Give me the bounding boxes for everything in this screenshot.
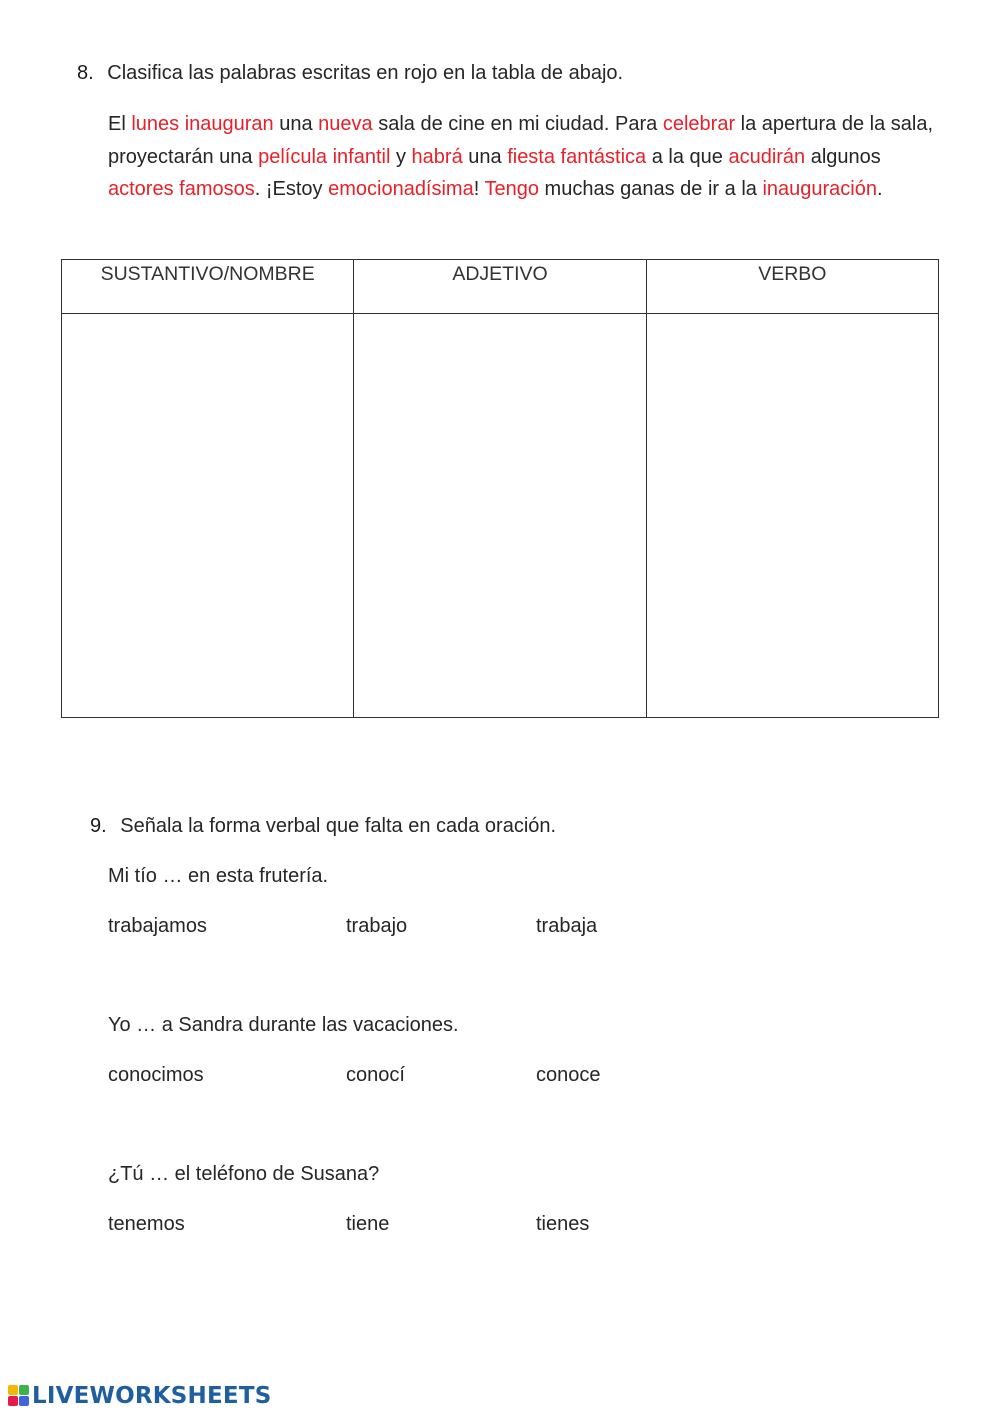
question-number: 8.: [77, 62, 94, 84]
question-instruction: Señala la forma verbal que falta en cada oración.: [120, 815, 557, 837]
sentence-3: ¿Tú … el teléfono de Susana?: [108, 1163, 380, 1185]
paragraph-text: sala de cine en mi ciudad. Para: [372, 113, 663, 135]
option-1c[interactable]: trabaja: [536, 915, 598, 937]
answer-cell-sustantivo[interactable]: [62, 314, 354, 718]
paragraph-text: algunos: [805, 145, 881, 168]
paragraph-text: El: [108, 113, 132, 135]
red-word: nueva: [318, 113, 373, 135]
option-1b[interactable]: trabajo: [346, 915, 408, 937]
red-word: película infantil: [258, 145, 391, 168]
paragraph-text: una: [273, 113, 319, 135]
red-word: acudirán: [728, 145, 806, 168]
column-header-sustantivo: SUSTANTIVO/NOMBRE: [62, 260, 354, 314]
paragraph-text: una: [462, 145, 508, 168]
paragraph-text: muchas ganas de ir a la: [538, 178, 763, 200]
red-word: celebrar: [662, 113, 736, 135]
liveworksheets-logo: [8, 1381, 271, 1411]
red-word: fiesta fantástica: [507, 145, 647, 168]
option-3c[interactable]: tienes: [536, 1213, 590, 1235]
red-word: habrá: [411, 145, 463, 168]
answer-cell-verbo[interactable]: [646, 314, 938, 718]
column-header-adjetivo: ADJETIVO: [354, 260, 646, 314]
paragraph-text: .: [876, 178, 883, 200]
option-2b[interactable]: conocí: [346, 1064, 405, 1086]
red-word: emocionadísima: [328, 178, 474, 200]
logo-text: LIVEWORKSHEETS: [32, 1383, 272, 1409]
question-9-heading: [90, 815, 556, 838]
option-1a[interactable]: trabajamos: [108, 915, 207, 937]
question-number: 9.: [90, 815, 107, 837]
answer-cell-adjetivo[interactable]: [354, 314, 646, 718]
paragraph-text: la apertura de la sala, proyectarán una: [108, 113, 934, 168]
red-word: lunes inauguran: [131, 113, 274, 135]
paragraph-text: y: [390, 145, 412, 168]
red-words-paragraph: [108, 108, 938, 206]
question-8-heading: [77, 62, 623, 85]
red-word: actores famosos: [108, 178, 255, 200]
paragraph-text: !: [473, 178, 485, 200]
logo-blocks-icon: [8, 1385, 30, 1407]
red-word: inauguración: [762, 178, 877, 200]
option-3a[interactable]: tenemos: [108, 1213, 185, 1235]
option-2c[interactable]: conoce: [536, 1064, 601, 1086]
paragraph-text: a la que: [646, 145, 729, 168]
sentence-1: Mi tío … en esta frutería.: [108, 865, 329, 887]
option-2a[interactable]: conocimos: [108, 1064, 204, 1086]
question-instruction: Clasifica las palabras escritas en rojo en la tabla de abajo.: [107, 62, 624, 84]
sentence-2: Yo … a Sandra durante las vacaciones.: [108, 1014, 459, 1036]
red-word: Tengo: [484, 178, 539, 200]
column-header-verbo: VERBO: [646, 260, 938, 314]
paragraph-text: . ¡Estoy: [254, 178, 329, 200]
option-3b[interactable]: tiene: [346, 1213, 390, 1235]
classification-table: [61, 259, 939, 718]
